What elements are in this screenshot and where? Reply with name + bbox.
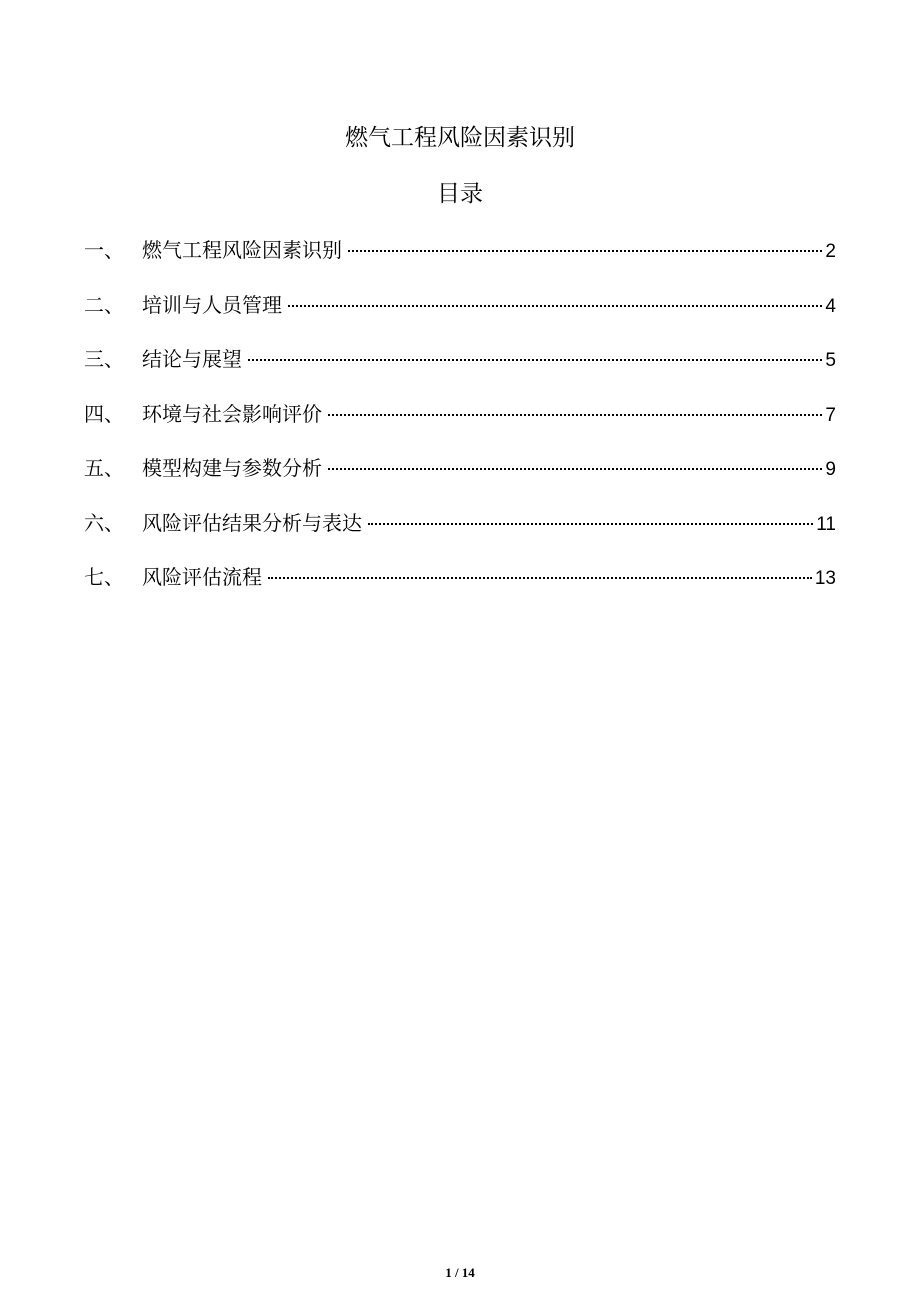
document-title: 燃气工程风险因素识别 <box>345 125 575 151</box>
toc-dot-leader <box>368 523 813 525</box>
toc-entry-number: 六、 <box>84 510 124 535</box>
toc-entry-page: 4 <box>825 295 836 317</box>
toc-entry-page: 7 <box>825 404 836 426</box>
toc-entry-title: 培训与人员管理 <box>142 292 282 317</box>
toc-entry-title: 燃气工程风险因素识别 <box>142 238 342 262</box>
toc-entry-page: 5 <box>825 350 836 371</box>
toc-entry-number: 五、 <box>84 456 124 480</box>
toc-dot-leader <box>288 305 822 307</box>
toc-dot-leader <box>268 577 812 579</box>
toc-entry[interactable] <box>84 287 836 342</box>
page-number-footer: 1 / 14 <box>445 1265 475 1280</box>
toc-dot-leader <box>328 414 822 416</box>
toc-entry-number: 二、 <box>84 292 124 317</box>
table-of-contents <box>84 232 836 614</box>
toc-dot-leader <box>248 359 822 361</box>
toc-entry[interactable] <box>84 505 836 560</box>
toc-entry[interactable] <box>84 396 836 451</box>
toc-dot-leader <box>348 250 822 252</box>
toc-entry-page: 13 <box>814 568 836 589</box>
toc-entry-title: 模型构建与参数分析 <box>142 456 322 480</box>
toc-entry[interactable] <box>84 232 836 287</box>
toc-entry[interactable] <box>84 341 836 396</box>
toc-dot-leader <box>328 468 822 470</box>
toc-entry-number: 一、 <box>84 238 124 262</box>
toc-entry-page: 11 <box>816 513 836 535</box>
toc-entry-title: 风险评估流程 <box>142 565 262 589</box>
toc-entry-page: 9 <box>825 459 836 480</box>
toc-entry-title: 结论与展望 <box>142 347 242 371</box>
toc-entry[interactable] <box>84 559 836 614</box>
toc-entry-title: 风险评估结果分析与表达 <box>142 510 362 535</box>
toc-entry-number: 三、 <box>84 347 124 371</box>
toc-entry-number: 四、 <box>84 401 124 426</box>
toc-heading: 目录 <box>437 181 483 207</box>
toc-entry[interactable] <box>84 450 836 505</box>
toc-entry-title: 环境与社会影响评价 <box>142 401 322 426</box>
toc-entry-page: 2 <box>825 241 836 262</box>
toc-entry-number: 七、 <box>84 565 124 589</box>
